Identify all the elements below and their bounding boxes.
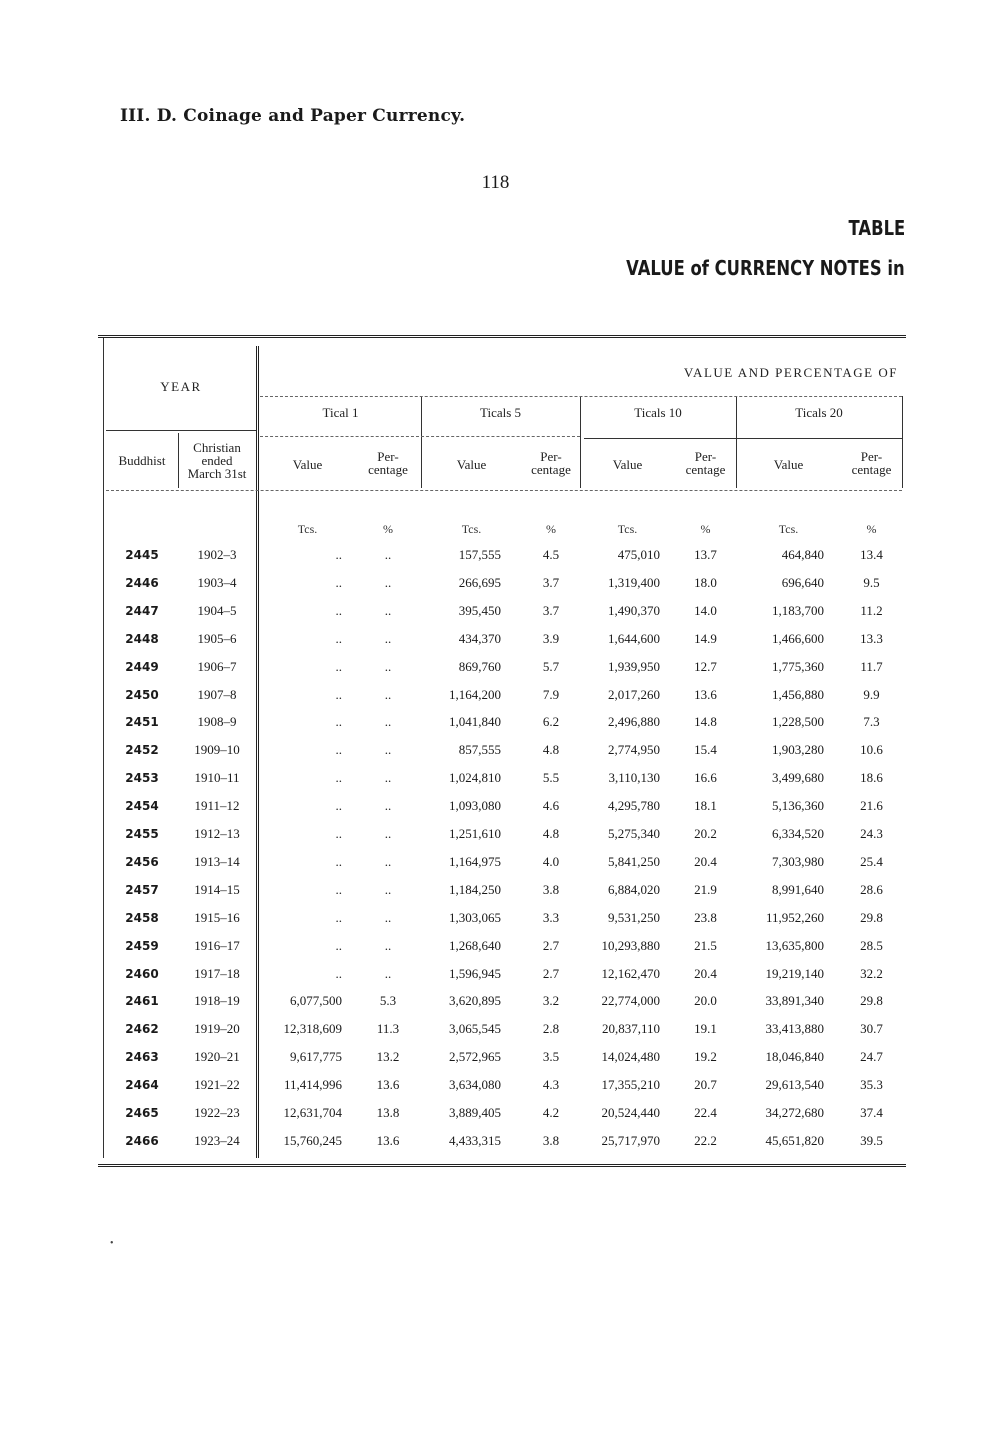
value-cell: 3,620,895: [449, 993, 501, 1008]
percentage-cell: 4.5: [542, 547, 560, 562]
percentage-cell: 16.6: [694, 770, 717, 785]
christian-year-cell: 1918–19: [194, 993, 240, 1008]
table-label: TABLE: [848, 216, 905, 240]
percentage-cell: 11.2: [860, 603, 883, 618]
percentage-cell: 25.4: [860, 854, 883, 869]
value-cell: ..: [335, 547, 342, 562]
value-cell: 1,466,600: [772, 631, 824, 646]
buddhist-year-cell: 2458: [125, 911, 159, 925]
value-and-percentage-header: VALUE AND PERCENTAGE OF: [683, 365, 898, 380]
percentage-cell: 11.7: [860, 659, 883, 674]
value-cell: 1,490,370: [608, 603, 660, 618]
table-row: [98, 597, 906, 625]
percentage-cell: 20.4: [694, 966, 717, 981]
value-cell: 12,318,609: [283, 1021, 342, 1036]
year-header: YEAR: [160, 379, 202, 394]
percentage-column-header: [522, 450, 580, 476]
buddhist-year-cell: 2448: [125, 632, 159, 646]
percentage-cell: ..: [384, 910, 392, 925]
value-unit-label: Tcs.: [461, 522, 482, 536]
value-unit-label: Tcs.: [778, 522, 799, 536]
christian-year-cell: 1908–9: [197, 714, 237, 729]
percentage-cell: 23.8: [694, 910, 717, 925]
christian-year-cell: 1910–11: [194, 770, 240, 785]
value-cell: 25,717,970: [601, 1133, 660, 1148]
value-cell: 1,251,610: [449, 826, 501, 841]
buddhist-year-cell: 2455: [125, 827, 159, 841]
percentage-header-line: centage: [531, 462, 571, 477]
percentage-cell: 3.8: [542, 1133, 560, 1148]
percentage-cell: 32.2: [860, 966, 883, 981]
page-mark: •: [110, 1238, 114, 1249]
header-group-rule: [260, 396, 902, 397]
christian-header-line: March 31st: [187, 466, 247, 481]
value-column-header: Value: [612, 457, 643, 472]
table-title: VALUE of CURRENCY NOTES in: [626, 256, 905, 280]
value-cell: ..: [335, 826, 342, 841]
group-header-label: Ticals 5: [479, 405, 522, 420]
value-cell: 1,228,500: [772, 714, 824, 729]
buddhist-year-cell: 2462: [125, 1022, 159, 1036]
percentage-cell: 9.5: [863, 575, 880, 590]
value-cell: 266,695: [458, 575, 501, 590]
value-cell: ..: [335, 770, 342, 785]
percentage-header-line: Per-: [694, 449, 717, 464]
value-cell: ..: [335, 742, 342, 757]
christian-year-cell: 1923–24: [194, 1133, 240, 1148]
christian-year-cell: 1919–20: [194, 1021, 240, 1036]
value-cell: 1,268,640: [449, 938, 501, 953]
table-row: [98, 876, 906, 904]
value-cell: 857,555: [458, 742, 501, 757]
value-cell: 12,631,704: [283, 1105, 342, 1120]
percentage-cell: 28.5: [860, 938, 883, 953]
value-cell: 434,370: [458, 631, 501, 646]
percentage-header-line: centage: [685, 462, 726, 477]
table-row: [98, 932, 906, 960]
percentage-cell: 2.8: [542, 1021, 560, 1036]
table-row: [98, 987, 906, 1015]
buddhist-year-cell: 2465: [125, 1106, 159, 1120]
percentage-cell: 20.0: [694, 993, 717, 1008]
value-cell: 7,303,980: [772, 854, 824, 869]
christian-year-cell: 1913–14: [194, 854, 240, 869]
value-cell: 1,903,280: [772, 742, 824, 757]
buddhist-year-cell: 2453: [125, 771, 159, 785]
percentage-cell: 24.3: [860, 826, 883, 841]
value-cell: 1,164,200: [449, 687, 501, 702]
percentage-cell: 2.7: [542, 938, 560, 953]
percentage-cell: 7.3: [863, 714, 880, 729]
percentage-cell: 14.8: [694, 714, 717, 729]
value-cell: 8,991,640: [772, 882, 824, 897]
value-cell: 1,093,080: [449, 798, 501, 813]
percentage-cell: 37.4: [860, 1105, 883, 1120]
value-cell: 11,952,260: [765, 910, 824, 925]
percentage-cell: 13.2: [376, 1049, 400, 1064]
header-group-label-rule-left: [260, 436, 580, 437]
value-cell: ..: [335, 798, 342, 813]
christian-year-cell: 1921–22: [194, 1077, 240, 1092]
buddhist-year-cell: 2457: [125, 883, 159, 897]
value-cell: 1,319,400: [608, 575, 660, 590]
percentage-cell: 4.6: [542, 798, 560, 813]
percentage-cell: 19.2: [694, 1049, 717, 1064]
percentage-cell: 2.7: [542, 966, 560, 981]
value-cell: ..: [335, 687, 342, 702]
value-cell: ..: [335, 631, 342, 646]
christian-header-line: ended: [201, 453, 233, 468]
percentage-cell: ..: [384, 659, 392, 674]
percentage-cell: 29.8: [860, 910, 883, 925]
value-cell: 3,499,680: [772, 770, 824, 785]
percentage-cell: 5.7: [542, 659, 560, 674]
buddhist-year-cell: 2445: [125, 548, 159, 562]
buddhist-year-cell: 2456: [125, 855, 159, 869]
value-cell: 4,433,315: [449, 1133, 501, 1148]
value-cell: 14,024,480: [601, 1049, 660, 1064]
percentage-cell: 30.7: [860, 1021, 883, 1036]
table-row: [98, 820, 906, 848]
value-cell: 1,024,810: [449, 770, 501, 785]
value-cell: 11,414,996: [283, 1077, 342, 1092]
percentage-header-line: centage: [851, 462, 892, 477]
table-row: [98, 904, 906, 932]
group-header-label: Ticals 10: [634, 405, 682, 420]
group-header-label: Ticals 20: [795, 405, 843, 420]
percentage-cell: 28.6: [860, 882, 883, 897]
value-cell: 1,596,945: [449, 966, 501, 981]
value-cell: 45,651,820: [765, 1133, 824, 1148]
buddhist-year-cell: 2460: [125, 967, 159, 981]
percentage-cell: 4.2: [542, 1105, 560, 1120]
value-cell: 5,136,360: [772, 798, 824, 813]
header-year-rule: [106, 430, 256, 431]
value-cell: 13,635,800: [765, 938, 824, 953]
percentage-cell: ..: [384, 938, 392, 953]
value-cell: 3,634,080: [449, 1077, 501, 1092]
percentage-cell: ..: [384, 966, 392, 981]
percentage-cell: 4.0: [542, 854, 560, 869]
value-cell: 10,293,880: [601, 938, 660, 953]
buddhist-year-cell: 2449: [125, 660, 159, 674]
christian-header-line: Christian: [193, 440, 241, 455]
percentage-cell: 29.8: [860, 993, 883, 1008]
value-cell: 6,884,020: [608, 882, 660, 897]
value-cell: 20,524,440: [601, 1105, 660, 1120]
table-right-border: [902, 396, 903, 488]
percentage-header-line: Per-: [540, 449, 562, 464]
percentage-cell: 13.4: [860, 547, 883, 562]
buddhist-year-cell: 2461: [125, 994, 159, 1008]
value-column-header: Value: [456, 457, 487, 472]
percentage-cell: ..: [384, 882, 392, 897]
christian-year-cell: 1906–7: [197, 659, 237, 674]
percentage-cell: ..: [384, 575, 392, 590]
percentage-cell: 10.6: [860, 742, 883, 757]
percentage-cell: 39.5: [860, 1133, 883, 1148]
percentage-cell: 24.7: [860, 1049, 883, 1064]
christian-year-cell: 1914–15: [194, 882, 240, 897]
percentage-cell: 15.4: [694, 742, 717, 757]
value-cell: ..: [335, 966, 342, 981]
value-cell: 15,760,245: [283, 1133, 342, 1148]
percentage-cell: 4.8: [542, 742, 560, 757]
value-cell: 9,617,775: [290, 1049, 342, 1064]
value-cell: 34,272,680: [765, 1105, 824, 1120]
percentage-cell: ..: [384, 854, 392, 869]
christian-year-cell: 1903–4: [197, 575, 237, 590]
value-column-header: Value: [292, 457, 323, 472]
table-row: [98, 1015, 906, 1043]
currency-notes-table: [98, 335, 906, 1167]
percentage-cell: 13.7: [694, 547, 717, 562]
table-row: [98, 625, 906, 653]
value-cell: 3,889,405: [449, 1105, 501, 1120]
buddhist-header: Buddhist: [118, 453, 166, 468]
table-row: [98, 681, 906, 709]
value-cell: 869,760: [458, 659, 501, 674]
percentage-cell: 3.7: [542, 575, 560, 590]
buddhist-year-cell: 2452: [125, 743, 159, 757]
percentage-cell: 18.6: [860, 770, 883, 785]
value-cell: 157,555: [458, 547, 501, 562]
value-cell: ..: [335, 714, 342, 729]
buddhist-year-cell: 2451: [125, 715, 159, 729]
percentage-cell: ..: [384, 770, 392, 785]
christian-year-cell: 1920–21: [194, 1049, 240, 1064]
table-row: [98, 1099, 906, 1127]
value-cell: 696,640: [781, 575, 824, 590]
value-cell: 19,219,140: [765, 966, 824, 981]
value-cell: 29,613,540: [765, 1077, 824, 1092]
section-heading: III. D. Coinage and Paper Currency.: [120, 106, 466, 126]
value-cell: 1,644,600: [608, 631, 660, 646]
header-group-label-rule: [584, 438, 902, 439]
value-cell: 475,010: [617, 547, 660, 562]
table-row: [98, 960, 906, 988]
buddhist-year-cell: 2463: [125, 1050, 159, 1064]
percentage-cell: 3.7: [542, 603, 560, 618]
percentage-cell: 21.5: [694, 938, 717, 953]
percentage-header-line: Per-: [377, 449, 399, 464]
value-cell: 9,531,250: [608, 910, 660, 925]
table-row: [98, 569, 906, 597]
buddhist-year-cell: 2450: [125, 688, 159, 702]
percentage-cell: 13.6: [694, 687, 717, 702]
christian-year-cell: 1904–5: [197, 603, 237, 618]
percentage-column-header: [355, 450, 421, 476]
value-cell: 1,456,880: [772, 687, 824, 702]
value-cell: 12,162,470: [601, 966, 660, 981]
table-row: [98, 653, 906, 681]
percentage-cell: 3.8: [542, 882, 560, 897]
percentage-cell: ..: [384, 826, 392, 841]
value-cell: 20,837,110: [601, 1021, 660, 1036]
value-cell: 1,183,700: [772, 603, 824, 618]
page-number: 118: [481, 172, 510, 193]
christian-year-cell: 1915–16: [194, 910, 240, 925]
table-row: [98, 848, 906, 876]
value-cell: ..: [335, 659, 342, 674]
buddhist-year-cell: 2464: [125, 1078, 159, 1092]
percentage-cell: 9.9: [863, 687, 880, 702]
percentage-cell: 20.7: [694, 1077, 717, 1092]
percentage-cell: 11.3: [376, 1021, 400, 1036]
percent-unit-label: %: [383, 522, 393, 536]
percentage-cell: 19.1: [694, 1021, 717, 1036]
value-cell: ..: [335, 603, 342, 618]
percentage-cell: 7.9: [542, 687, 560, 702]
value-cell: ..: [335, 882, 342, 897]
percent-unit-label: %: [700, 522, 711, 536]
value-column-header: Value: [773, 457, 804, 472]
value-cell: 1,775,360: [772, 659, 824, 674]
value-cell: 395,450: [458, 603, 501, 618]
value-cell: 33,413,880: [765, 1021, 824, 1036]
value-cell: 5,275,340: [608, 826, 660, 841]
christian-year-cell: 1905–6: [197, 631, 237, 646]
value-cell: 17,355,210: [601, 1077, 660, 1092]
table-row: [98, 764, 906, 792]
header-bottom-rule: [106, 490, 902, 491]
percentage-cell: 14.0: [694, 603, 717, 618]
percentage-cell: 12.7: [694, 659, 717, 674]
percentage-column-header: [675, 450, 736, 476]
table-row: [98, 1043, 906, 1071]
percentage-cell: 3.5: [542, 1049, 560, 1064]
percentage-cell: ..: [384, 603, 392, 618]
value-cell: 1,184,250: [449, 882, 501, 897]
table-row: [98, 1071, 906, 1099]
percentage-cell: 3.3: [542, 910, 560, 925]
percentage-cell: 3.2: [542, 993, 560, 1008]
percentage-header-line: centage: [368, 462, 408, 477]
christian-year-cell: 1917–18: [194, 966, 240, 981]
value-cell: 1,303,065: [449, 910, 501, 925]
percentage-cell: ..: [384, 631, 392, 646]
value-cell: 464,840: [781, 547, 824, 562]
percentage-cell: 4.8: [542, 826, 560, 841]
value-cell: ..: [335, 854, 342, 869]
percentage-cell: 5.5: [542, 770, 560, 785]
percentage-cell: 18.1: [694, 798, 717, 813]
percentage-cell: 21.6: [860, 798, 883, 813]
christian-year-cell: 1902–3: [197, 547, 237, 562]
percentage-cell: 22.4: [694, 1105, 717, 1120]
table-row: [98, 708, 906, 736]
value-cell: 22,774,000: [601, 993, 660, 1008]
christian-header: [178, 441, 256, 480]
percentage-cell: 13.6: [376, 1077, 400, 1092]
christian-year-cell: 1922–23: [194, 1105, 240, 1120]
percentage-cell: ..: [384, 742, 392, 757]
percentage-column-header: [841, 450, 902, 476]
percentage-cell: ..: [384, 798, 392, 813]
christian-year-cell: 1911–12: [194, 798, 240, 813]
percentage-cell: ..: [384, 687, 392, 702]
percentage-cell: 14.9: [694, 631, 717, 646]
percentage-cell: 21.9: [694, 882, 717, 897]
value-cell: ..: [335, 575, 342, 590]
value-unit-label: Tcs.: [297, 522, 318, 536]
percentage-cell: 13.8: [376, 1105, 400, 1120]
value-cell: 2,496,880: [608, 714, 660, 729]
value-unit-label: Tcs.: [617, 522, 638, 536]
christian-year-cell: 1909–10: [194, 742, 240, 757]
percentage-cell: 20.2: [694, 826, 717, 841]
percentage-cell: 22.2: [694, 1133, 717, 1148]
buddhist-year-cell: 2459: [125, 939, 159, 953]
value-cell: 4,295,780: [608, 798, 660, 813]
percentage-header-line: Per-: [860, 449, 883, 464]
percentage-cell: 20.4: [694, 854, 717, 869]
percentage-cell: 35.3: [860, 1077, 883, 1092]
table-row: [98, 736, 906, 764]
percentage-cell: 4.3: [542, 1077, 560, 1092]
buddhist-year-cell: 2446: [125, 576, 159, 590]
value-cell: 5,841,250: [608, 854, 660, 869]
value-cell: 6,334,520: [772, 826, 824, 841]
value-cell: 3,065,545: [449, 1021, 501, 1036]
buddhist-year-cell: 2447: [125, 604, 159, 618]
value-cell: 1,041,840: [449, 714, 501, 729]
percentage-cell: ..: [384, 547, 392, 562]
percent-unit-label: %: [866, 522, 877, 536]
value-cell: 2,774,950: [608, 742, 660, 757]
value-cell: 18,046,840: [765, 1049, 824, 1064]
value-cell: ..: [335, 910, 342, 925]
value-cell: 3,110,130: [608, 770, 660, 785]
buddhist-year-cell: 2466: [125, 1134, 159, 1148]
christian-year-cell: 1912–13: [194, 826, 240, 841]
christian-year-cell: 1907–8: [197, 687, 237, 702]
percentage-cell: 13.3: [860, 631, 883, 646]
value-cell: 2,572,965: [449, 1049, 501, 1064]
percentage-cell: 3.9: [542, 631, 560, 646]
percentage-cell: 6.2: [542, 714, 560, 729]
christian-year-cell: 1916–17: [194, 938, 240, 953]
value-cell: ..: [335, 938, 342, 953]
table-row: [98, 1127, 906, 1155]
percentage-cell: 13.6: [376, 1133, 400, 1148]
table-row: [98, 541, 906, 569]
percentage-cell: 5.3: [379, 993, 397, 1008]
percentage-cell: 18.0: [694, 575, 717, 590]
percent-unit-label: %: [546, 522, 556, 536]
value-cell: 33,891,340: [765, 993, 824, 1008]
value-cell: 1,939,950: [608, 659, 660, 674]
group-header-label: Tical 1: [322, 405, 359, 420]
value-cell: 1,164,975: [449, 854, 501, 869]
buddhist-year-cell: 2454: [125, 799, 159, 813]
table-row: [98, 792, 906, 820]
percentage-cell: ..: [384, 714, 392, 729]
value-cell: 2,017,260: [608, 687, 660, 702]
value-cell: 6,077,500: [290, 993, 342, 1008]
